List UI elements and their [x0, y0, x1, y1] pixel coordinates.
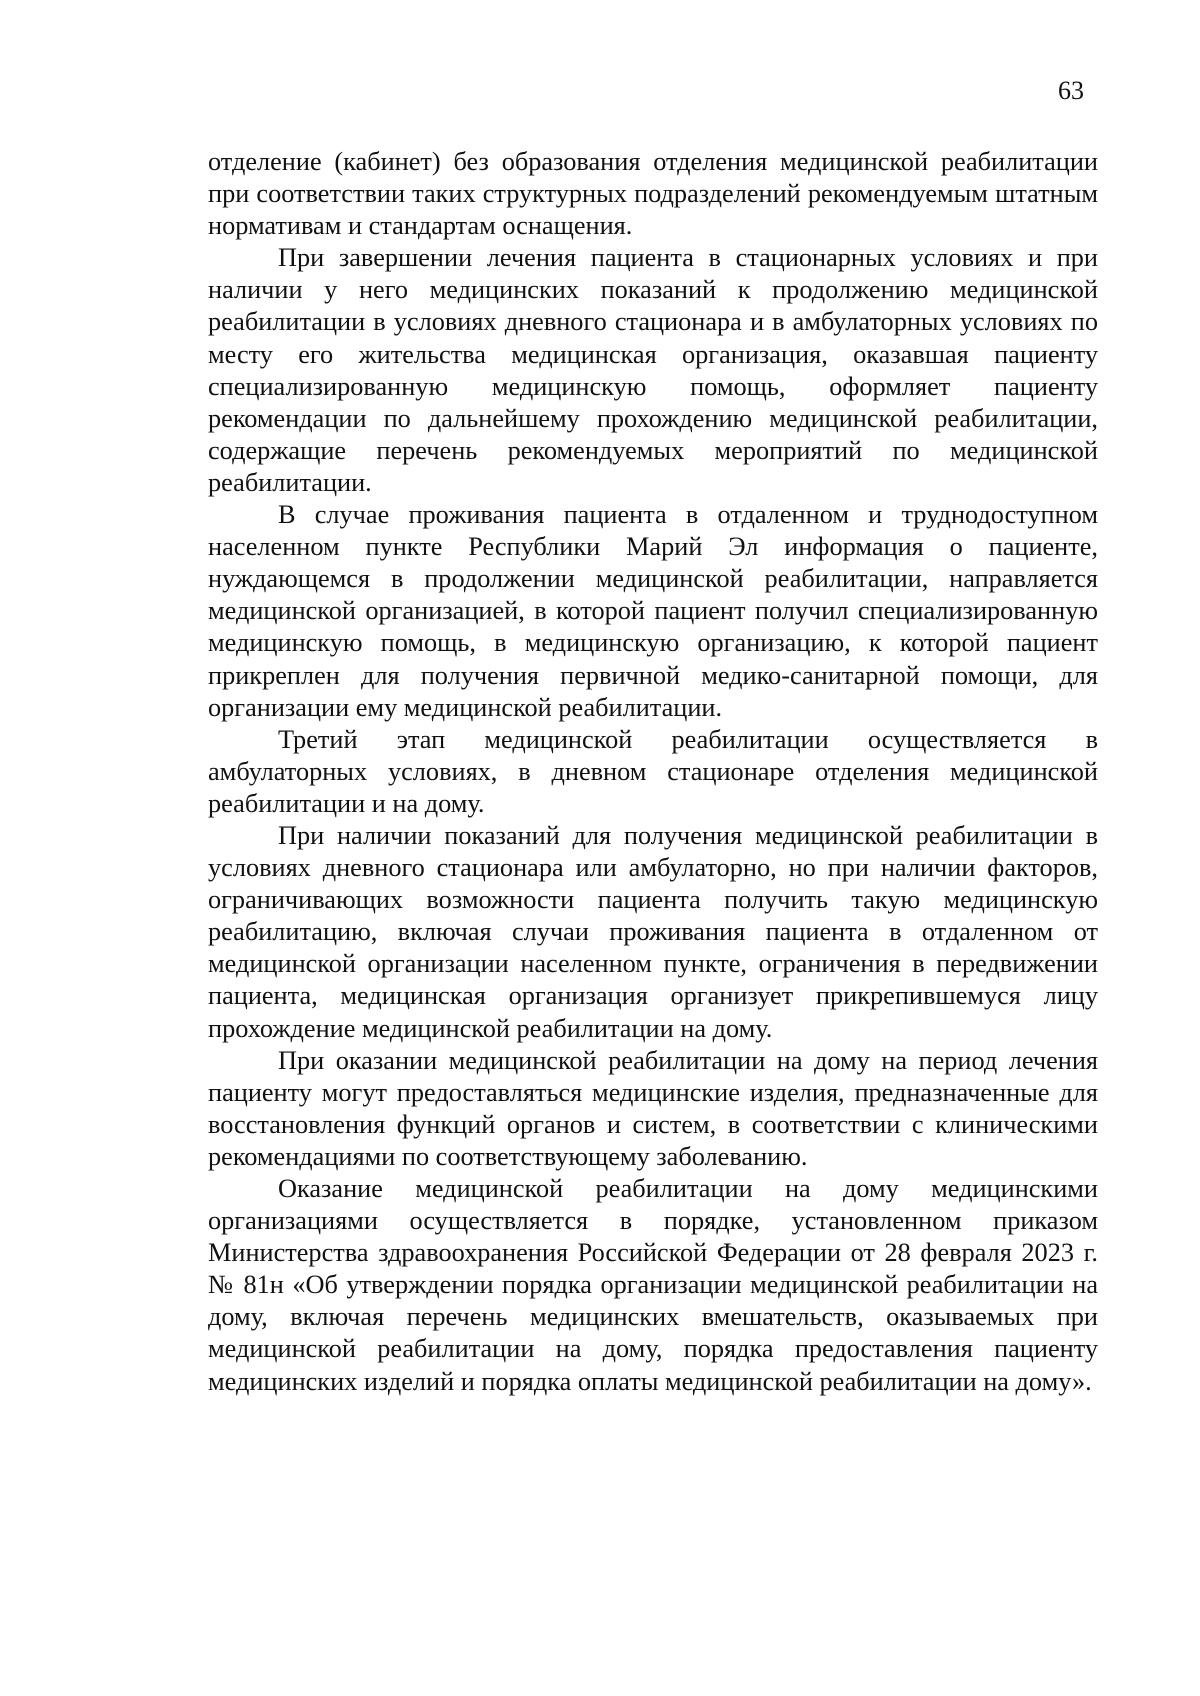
- paragraph-remote-residence: В случае проживания пациента в отдаленном и труднодоступном населенном пункте Республики Марий Эл информация о пациенте, нуждающемся в продолжении медицинской реабилитации, направляется медицинской организацией, в которой пациент получил специализированную медицинскую помощь, в медицинскую организацию, к которой пациент прикреплен для получения первичной медико-санитарной помощи, для организации ему медицинской реабилитации.: [208, 500, 1098, 722]
- page-number: 63: [1058, 76, 1084, 105]
- paragraph-discharge-recommendations: При завершении лечения пациента в стационарных условиях и при наличии у него медицинских показаний к продолжению медицинской реабилитации в условиях дневного стационара и в амбулаторных условиях по месту его жительства медицинская организация, оказавшая пациенту специализированную медицинскую помощь, оформляет пациенту рекомендации по дальнейшему прохождению медицинской реабилитации, содержащие перечень рекомендуемых мероприятий по медицинской реабилитации.: [208, 243, 1098, 497]
- paragraph-third-stage: Третий этап медицинской реабилитации осуществляется в амбулаторных условиях, в дневном стационаре отделения медицинской реабилитации и на дому.: [208, 724, 1098, 818]
- paragraph-order-reference: Оказание медицинской реабилитации на дому медицинскими организациями осуществляется в порядке, установленном приказом Министерства здравоохранения Российской Федерации от 28 февраля 2023 г. № 81н «Об утверждении порядка организации медицинской реабилитации на дому, включая перечень медицинских вмешательств, оказываемых при медицинской реабилитации на дому, порядка предоставления пациенту медицинских изделий и порядка оплаты медицинской реабилитации на дому».: [208, 1174, 1098, 1396]
- document-body: [208, 146, 1098, 1398]
- paragraph-continuation: отделение (кабинет) без образования отделения медицинской реабилитации при соответствии таких структурных подразделений рекомендуемым штатным нормативам и стандартам оснащения.: [208, 147, 1098, 241]
- paragraph-home-rehabilitation: При наличии показаний для получения медицинской реабилитации в условиях дневного стационара или амбулаторно, но при наличии факторов, ограничивающих возможности пациента получить такую медицинскую реабилитацию, включая случаи проживания пациента в отдаленном от медицинской организации населенном пункте, ограничения в передвижении пациента, медицинская организация организует прикрепившемуся лицу прохождение медицинской реабилитации на дому.: [208, 820, 1098, 1043]
- paragraph-medical-devices: При оказании медицинской реабилитации на дому на период лечения пациенту могут предоставляться медицинские изделия, предназначенные для восстановления функций органов и систем, в соответствии с клиническими рекомендациями по соответствующему заболеванию.: [208, 1045, 1098, 1171]
